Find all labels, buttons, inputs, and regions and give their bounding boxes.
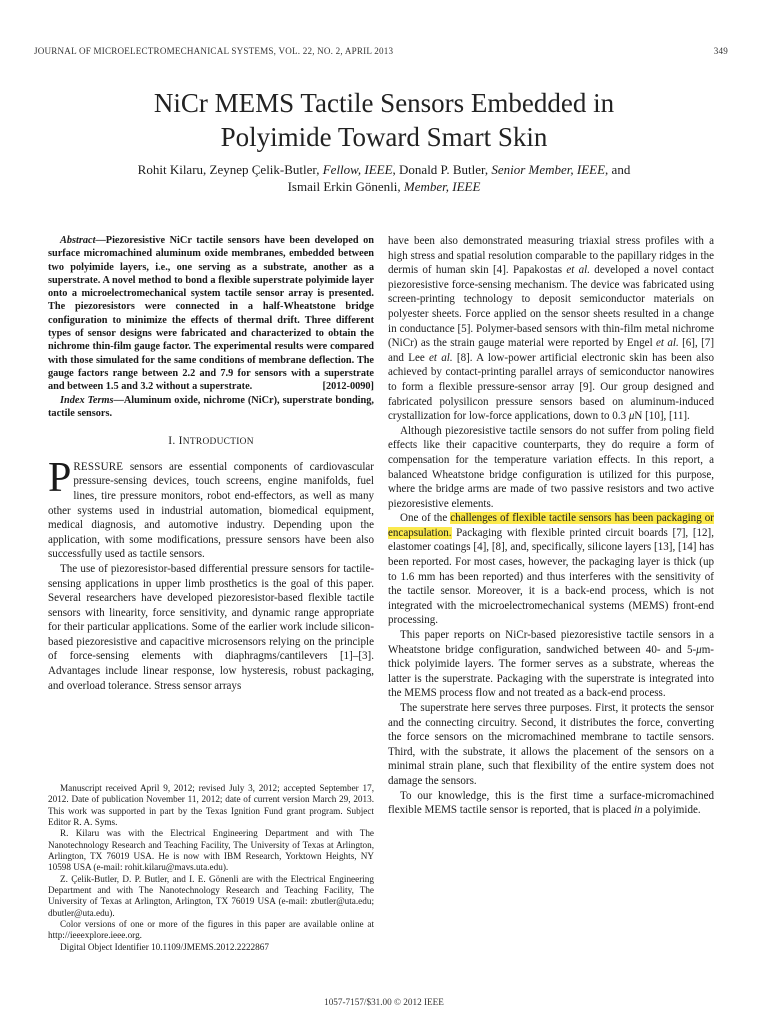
- section-numeral: I. I: [168, 435, 183, 448]
- abstract-text: Piezoresistive NiCr tactile sensors have been developed on surface micromachined aluminum oxide membranes, embedded between two polyimide layers, i.e., one serving as a substrate, another as a superstrate. A novel method to bond a flexible superstrate polyimide layer onto a microelectromechanical system tactile sensor array is presented. The piezoresistors were connected in a half-Wheatstone bridge configuration to minimize the effects of thermal drift. Three different types of sensor designs were fabricated and characterized to obtain the nichrome thin-film gauge factor. The experimental results were compared with those simulated for the same conditions of membrane deflection. The gauge factors range between 2.2 and 7.9 for sensors with a superstrate and between 1.5 and 3.2 without a superstrate.: [48, 235, 374, 393]
- right-p1-c: [6], [7] and Lee: [388, 337, 714, 364]
- right-paragraph-2: Although piezoresistive tactile sensors do not suffer from poling field effects like their capacitive counterparts, they do require a form of compensation for the temperature variation effects. In this report, a balanced Wheatstone bridge configuration is utilized for this purpose, where the bridge arms are made of two passive resistors and two active piezoresistive elements.: [388, 424, 714, 510]
- running-header: [34, 46, 728, 56]
- journal-name: JOURNAL OF MICROELECTROMECHANICAL SYSTEMS, VOL. 22, NO. 2, APRIL 2013: [34, 46, 394, 56]
- right-p1-a: have been also demonstrated measuring triaxial stress profiles with a high stress and spatial resolution comparable to the papillary ridges in the dermis of human skin [4]. Papakostas: [388, 235, 714, 277]
- page-number: 349: [713, 46, 728, 56]
- abstract: [48, 234, 374, 394]
- italic-in: in: [634, 804, 643, 817]
- abstract-label: Abstract: [60, 235, 96, 246]
- drop-cap: P: [48, 454, 72, 501]
- footnote-authors: Z. Çelik-Butler, D. P. Butler, and I. E. Gönenli are with the Electrical Engineering Department and with The Nanotechnology Research and Teaching Facility, The University of Texas at Arlington, Arlington, TX 76019 USA (e-mail: zbutler@uta.edu; dbutler@uta.edu).: [48, 873, 374, 918]
- right-p1-b: developed a novel contact piezoresistive force-sensing mechanism. The device was fabricated using screen-printing technology to deposit semiconductor materials on polyester sheets. Force applied on the sensor sheets resulted in a change in conductance [5]. Polymer-based sensors with thin-film metal nichrome (NiCr) as the strain gauge material were reported by Engel: [388, 264, 714, 350]
- author-names-1: Rohit Kilaru, Zeynep Çelik-Butler,: [137, 162, 320, 177]
- mu-symbol-1: μ: [628, 410, 635, 423]
- copyright-line: 1057-7157/$31.00 © 2012 IEEE: [324, 997, 444, 1007]
- section-title-rest: NTRODUCTION: [182, 437, 254, 448]
- section-heading-introduction: [48, 434, 374, 450]
- right-p3-a: One of the: [400, 512, 451, 525]
- right-p4-a: This paper reports on NiCr-based piezoresistive tactile sensors in a Wheatstone bridge configuration, sandwiched between 40- and 5-: [388, 629, 714, 656]
- intro-paragraph-1: [48, 454, 374, 562]
- right-p4-b: m-thick polyimide layers. The former serves as a substrate, whereas the latter is the superstrate. Packaging with the superstrate is integrated into the MEMS process flow and not treated as a back-end process.: [388, 643, 714, 700]
- footnote-kilaru: R. Kilaru was with the Electrical Engineering Department and with The Nanotechnology Research and Teaching Facility, The University of Texas at Arlington, Arlington, TX 76019 USA. He is now with IBM Research, Yorktown Heights, NY 10598 USA (e-mail: rohit.kilaru@mavs.uta.edu).: [48, 828, 374, 873]
- intro-text-1: sensors are essential components of cardiovascular pressure-sensing devices, touch screens, engine manifolds, fuel lines, tire pressure monitors, robot end-effectors, as well as many other systems used in industrial automation, biomedical equipment, medical diagnosis, and automotive industry. Depending upon the application, with some modifications, pressure sensors have been also successfully used as tactile sensors.: [48, 460, 374, 561]
- index-terms-label: Index Terms: [60, 394, 114, 406]
- author-line-2: [0, 179, 768, 196]
- right-column: [388, 234, 714, 818]
- author-and: , and: [605, 162, 631, 177]
- right-p3-b: Packaging with flexible printed circuit boards [7], [12], elastomer coatings [4], [8], and, specifically, silicone layers [13], [14] has been reported. For most cases, however, the packaging layer is thick (up to 1.6 mm has been reported) and thus interferes with the sensitivity of the tactile sensor. Moreover, it is a back-end process, which is not integrated with the microelectromechanical systems (MEMS) front-end processing.: [388, 526, 714, 627]
- footnote-color: Color versions of one or more of the figures in this paper are available online at http://ieeexplore.ieee.org.: [48, 919, 374, 941]
- author-grade-member: Member, IEEE: [403, 178, 481, 194]
- intro-paragraph-2: The use of piezoresistor-based differential pressure sensors for tactile-sensing applications in upper limb prosthetics is the goal of this paper. Several researchers have developed piezoresistor-based flexible tactile sensors with linearity, force sensitivity, and dynamic range appropriate for their particular applications. Some of the earlier work include silicon-based piezoresistive and capacitive microsensors relying on the principle of force-sensing elements with diaphragms/cantilevers [1]–[3]. Advantages include linear response, low hysteresis, robust packaging, and overload tolerance. Stress sensor arrays: [48, 562, 374, 692]
- author-names-3: Ismail Erkin Gönenli,: [287, 178, 401, 194]
- title-line-1: NiCr MEMS Tactile Sensors Embedded in: [153, 88, 615, 118]
- et-al-3: et al.: [429, 351, 453, 364]
- author-grade-fellow: Fellow, IEEE: [322, 162, 393, 177]
- index-terms-dash: —: [113, 394, 124, 406]
- index-terms-text: Aluminum oxide, nichrome (NiCr), superstrate bonding, tactile sensors.: [48, 394, 374, 419]
- footnote-manuscript: Manuscript received April 9, 2012; revised July 3, 2012; accepted September 17, 2012. Date of publication November 11, 2012; date of current version March 29, 2013. This work was supported in part by the Texas Ignition Fund grant program. Subject Editor R. A. Syms.: [48, 783, 374, 828]
- right-p1-d: [8]. A low-power artificial electronic skin has been also achieved by contact-printing parallel arrays of semiconductor nanowires to form a flexible pressure-sensor array [9]. Our group designed and fabricated polysilicon pressure sensors based on aluminum-induced crystallization for low-force applications, down to 0.3: [388, 351, 714, 423]
- et-al-2: et al.: [656, 337, 679, 350]
- paper-title: [0, 86, 768, 154]
- index-terms: [48, 394, 374, 421]
- mu-symbol-2: μ: [696, 643, 702, 656]
- footnote-doi: Digital Object Identifier 10.1109/JMEMS.2012.2222867: [60, 941, 269, 952]
- right-paragraph-4: [388, 628, 714, 701]
- author-list: [0, 162, 768, 195]
- abstract-dash: —: [95, 235, 106, 246]
- right-paragraph-6: [388, 789, 714, 818]
- abstract-code: [2012-0090]: [322, 381, 374, 393]
- author-names-2: , Donald P. Butler,: [392, 162, 489, 177]
- left-column: [48, 234, 374, 693]
- right-p1-e: N [10], [11].: [634, 410, 690, 423]
- right-p6-a: To our knowledge, this is the first time a surface-micromachined flexible MEMS tactile sensor is reported, that is placed: [388, 789, 714, 817]
- title-line-2: Polyimide Toward Smart Skin: [220, 122, 548, 152]
- author-grade-senior: Senior Member, IEEE: [491, 162, 606, 177]
- right-paragraph-1: [388, 234, 714, 424]
- right-paragraph-3: [388, 511, 714, 628]
- footnotes: [48, 783, 374, 953]
- highlighted-text[interactable]: challenges of flexible tactile sensors has been packaging or encapsulation.: [388, 512, 714, 539]
- first-word: RESSURE: [73, 460, 124, 473]
- right-p6-b: a polyimide.: [642, 804, 701, 817]
- right-paragraph-5: The superstrate here serves three purposes. First, it protects the sensor and the connecting circuitry. Second, it distributes the force, converting the force sensors on the micromachined membrane to tactile sensors. Third, with the substrate, it allows the placement of the sensors on a minimal strain plane, such that flexibility of the entire system does not damage the sensors.: [388, 702, 714, 787]
- et-al-1: et al.: [566, 264, 590, 277]
- author-line-1: [0, 162, 768, 179]
